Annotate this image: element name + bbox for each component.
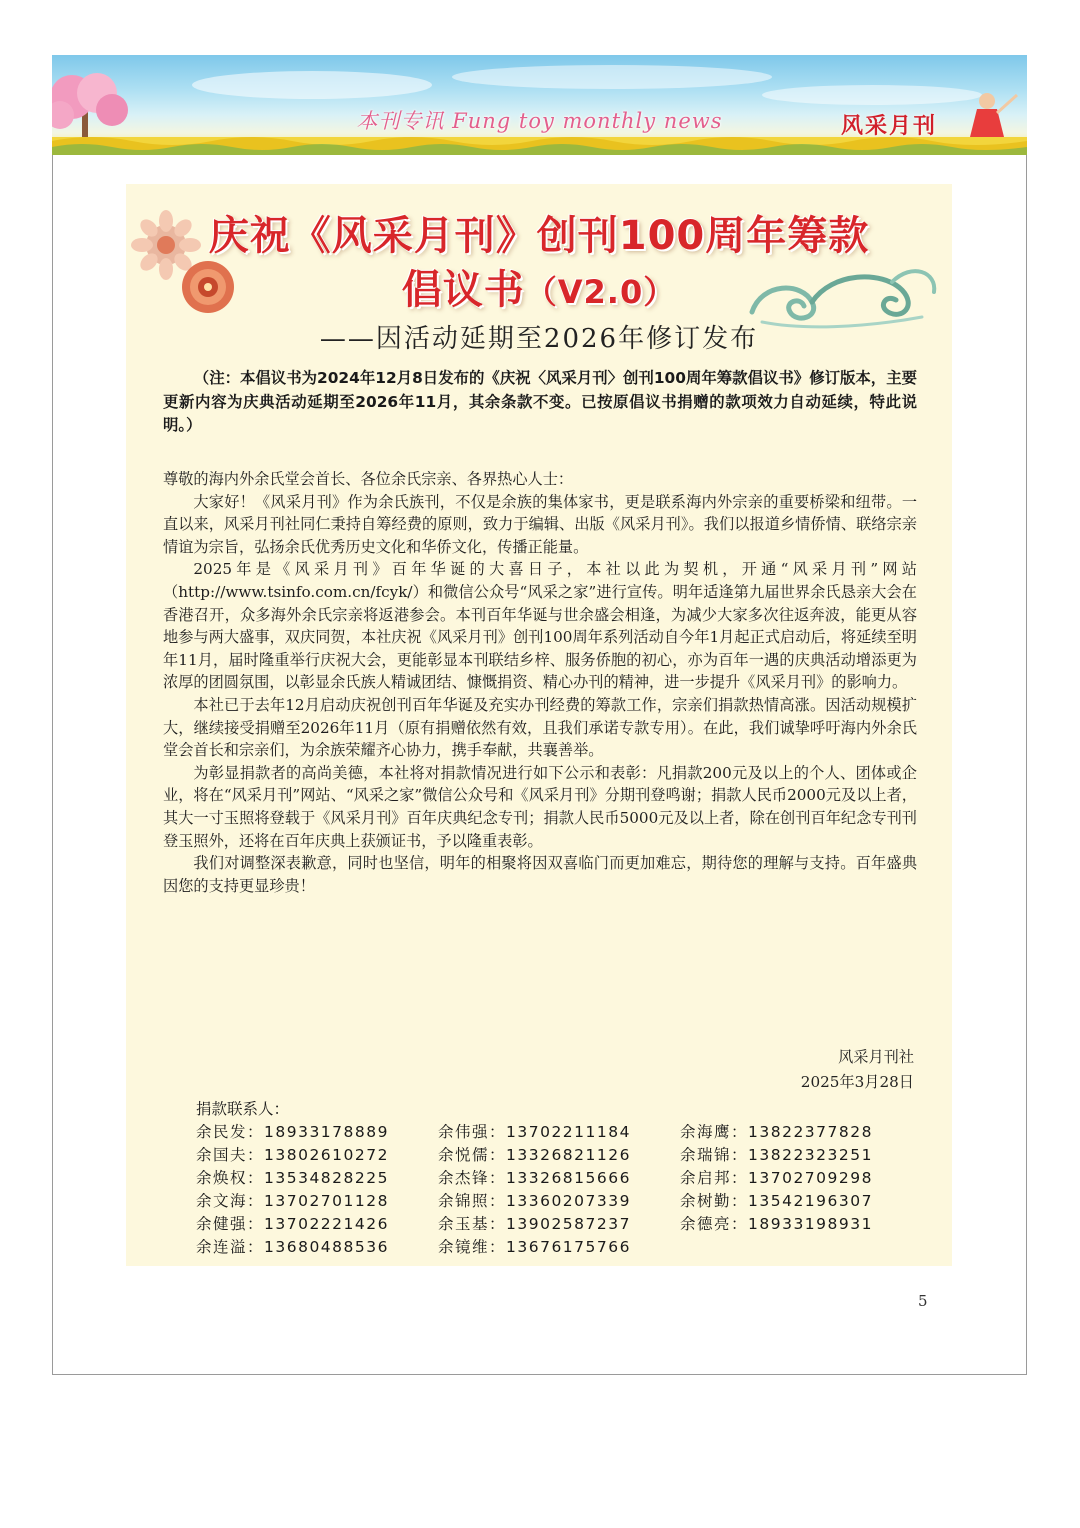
letter-paragraph: 2025年是《风采月刊》百年华诞的大喜日子，本社以此为契机，开通“风采月刊”网站（http://www.tsinfo.com.cn/fcyk/）和微信公众号“风采之家”进行宣传。明年适逢第九届世界余氏恳亲大会在香港召开，众多海外余氏宗亲将返港参会。本刊百年华诞与世余盛会相逢，为减少大家多次往返奔波，能更从容地参与两大盛事，双庆同贺，本社庆祝《风采月刊》创刊100周年系列活动自今年1月起正式启动后，将延续至明年11月，届时隆重举行庆祝大会，更能彰显本刊联结乡梓、服务侨胞的初心，亦为百年一遇的庆典活动增添更为浓厚的团圆氛围，以彰显余氏族人精诚团结、慷慨捐资、精心办刊的精神，进一步提升《风采月刊》的影响力。: [163, 560, 917, 692]
revision-note-text: （注：本倡议书为2024年12月8日发布的《庆祝〈风采月刊〉创刊100周年筹款倡议书》修订版本，主要更新内容为庆典活动延期至2026年11月，其余条款不变。已按原倡议书捐赠的款项效力自动延续，特此说明。）: [163, 369, 917, 434]
header-banner: [52, 55, 1027, 155]
contact-item: 余启邦：13702709298: [680, 1169, 873, 1187]
banner-title: 本刊专讯 Fung toy monthly news: [356, 109, 723, 133]
contact-item: 余国夫：13802610272: [196, 1146, 389, 1164]
contact-item: 余海鹰：13822377828: [680, 1123, 873, 1141]
main-title-line2: [126, 258, 952, 315]
contact-item: 余连溢：13680488536: [196, 1238, 389, 1256]
contact-item: 余瑞锦：13822323251: [680, 1146, 873, 1164]
contact-item: 余玉基：13902587237: [438, 1215, 631, 1233]
page-number: 5: [918, 1292, 928, 1310]
revision-note: [163, 367, 917, 438]
salutation: 尊敬的海内外余氏堂会首长、各位余氏宗亲、各界热心人士：: [163, 470, 574, 488]
contact-item: 余杰锋：13326815666: [438, 1169, 631, 1187]
letter-body: [163, 468, 917, 897]
contact-item: 余民发：18933178889: [196, 1123, 389, 1141]
letter-paragraph: 大家好！《风采月刊》作为余氏族刊，不仅是余族的集体家书，更是联系海内外宗亲的重要桥梁和纽带。一直以来，风采月刊社同仁秉持自筹经费的原则，致力于编辑、出版《风采月刊》。我们以报道乡情侨情、联络宗亲情谊为宗旨，弘扬余氏优秀历史文化和华侨文化，传播正能量。: [163, 492, 917, 556]
signature-date: 2025年3月28日: [800, 1073, 914, 1091]
title-version: （V2.0）: [524, 273, 677, 311]
subtitle: ——因活动延期至2026年修订发布: [319, 324, 759, 354]
main-title-line1: 庆祝《风采月刊》创刊100周年筹款: [208, 213, 870, 259]
contact-item: 余伟强：13702211184: [438, 1123, 631, 1141]
letter-paragraph: 本社已于去年12月启动庆祝创刊百年华诞及充实办刊经费的筹款工作，宗亲们捐款热情高涨。因活动规模扩大，继续接受捐赠至2026年11月（原有捐赠依然有效，且我们承诺专款专用）。在此，我们诚挚呼吁海内外余氏堂会首长和宗亲们，为余族荣耀齐心协力，携手奉献，共襄善举。: [163, 695, 917, 760]
contact-item: 余文海：13702701128: [196, 1192, 389, 1210]
contacts-grid: [196, 1121, 910, 1259]
banner-brand: 风采月刊: [840, 114, 937, 139]
contact-item: 余悦儒：13326821126: [438, 1146, 631, 1164]
contacts-title: 捐款联系人：: [196, 1100, 290, 1118]
contact-item: 余焕权：13534828225: [196, 1169, 389, 1187]
contact-item: 余镜维：13676175766: [438, 1238, 631, 1256]
contacts-section: [196, 1097, 910, 1259]
contact-item: 余树勤：13542196307: [680, 1192, 873, 1210]
letter-paragraph: 我们对调整深表歉意，同时也坚信，明年的相聚将因双喜临门而更加难忘，期待您的理解与支持。百年盛典因您的支持更显珍贵！: [163, 854, 917, 895]
signature: 风采月刊社: [838, 1048, 914, 1066]
contact-item: 余德亮：18933198931: [680, 1215, 873, 1233]
contact-item: 余健强：13702221426: [196, 1215, 389, 1233]
main-title-line2-text: 倡议书: [401, 267, 525, 313]
contact-item: 余锦照：13360207339: [438, 1192, 631, 1210]
letter-paragraph: 为彰显捐款者的高尚美德，本社将对捐款情况进行如下公示和表彰：凡捐款200元及以上的个人、团体或企业，将在“风采月刊”网站、“风采之家”微信公众号和《风采月刊》分期刊登鸣谢；捐款人民币2000元及以上者，其大一寸玉照将登载于《风采月刊》百年庆典纪念专刊；捐款人民币5000元及以上者，除在创刊百年纪念专刊刊登玉照外，还将在百年庆典上获颁证书，予以隆重表彰。: [163, 763, 917, 850]
